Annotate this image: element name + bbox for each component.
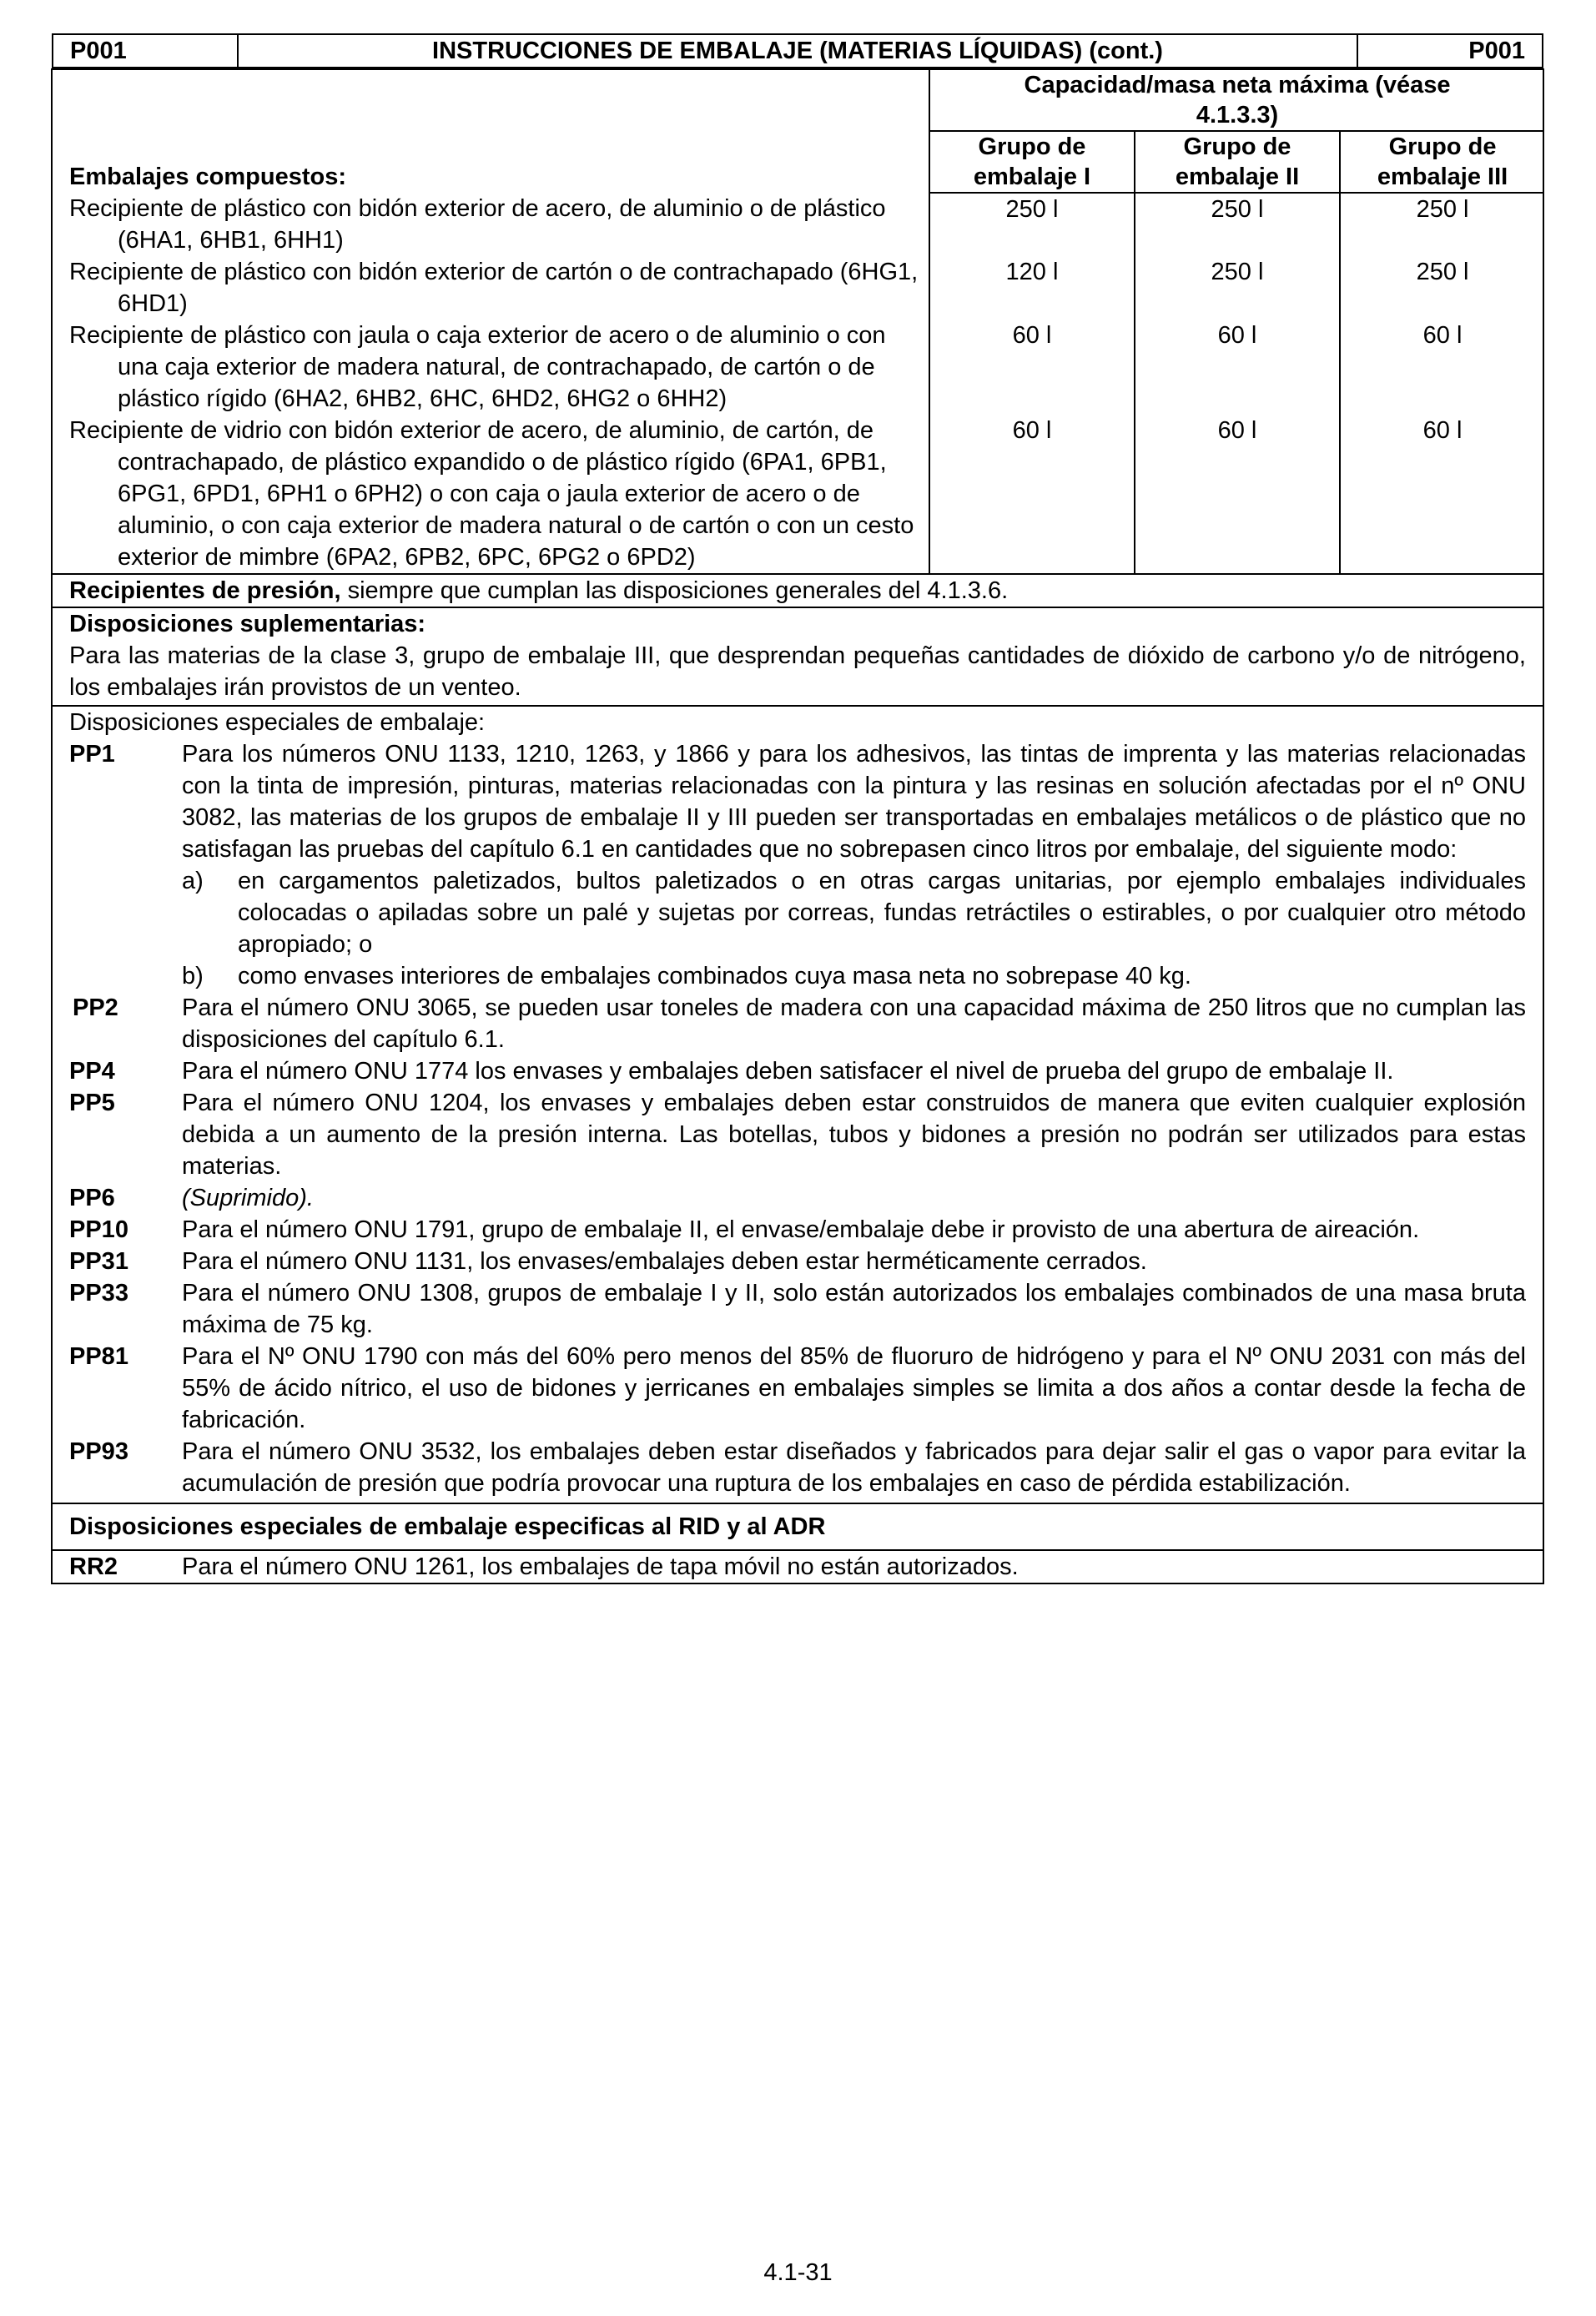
provision-pp31 bbox=[69, 1246, 1526, 1277]
provision-rr2 bbox=[69, 1551, 1526, 1583]
provision-code: PP6 bbox=[69, 1185, 115, 1211]
provision-pp10 bbox=[69, 1214, 1526, 1246]
pressure-receptacles-row bbox=[52, 574, 1543, 607]
provision-pp4 bbox=[69, 1055, 1526, 1087]
provision-pp1-item-a bbox=[182, 865, 1526, 960]
provision-text: (Suprimido). bbox=[182, 1185, 314, 1211]
capacity-heading: Capacidad/masa neta máxima (véase 4.1.3.3) bbox=[929, 70, 1544, 131]
group-heading-1: Grupo de embalaje I bbox=[929, 131, 1135, 193]
provision-code: PP93 bbox=[69, 1438, 128, 1465]
group-heading-3: Grupo de embalaje III bbox=[1340, 131, 1544, 193]
page-number: 4.1-31 bbox=[763, 2259, 833, 2286]
special-provisions-title: Disposiciones especiales de embalaje: bbox=[69, 709, 486, 736]
provision-pp1-item-b bbox=[182, 960, 1526, 992]
provision-text: Para el número ONU 1204, los envases y embalajes deben estar construidos de manera que eviten cualquier explosión debida a un aumento de la presión interna. Las botellas, tubos y bidones a presión no podrán ser utilizados para estas materias. bbox=[182, 1090, 1526, 1180]
provision-code: PP4 bbox=[69, 1058, 115, 1085]
provision-text: Para el número ONU 1774 los envases y embalajes deben satisfacer el nivel de prueba del grupo de embalaje II. bbox=[182, 1058, 1394, 1085]
supplementary-title: Disposiciones suplementarias: bbox=[69, 611, 426, 637]
row-3-group-3: 60 l bbox=[1340, 320, 1544, 415]
provision-code: PP33 bbox=[69, 1280, 128, 1307]
row-2-group-3: 250 l bbox=[1340, 256, 1544, 320]
provision-code: PP10 bbox=[69, 1216, 128, 1243]
row-2-group-2: 250 l bbox=[1135, 256, 1340, 320]
packaging-table bbox=[53, 70, 1544, 573]
group-heading-2: Grupo de embalaje II bbox=[1135, 131, 1340, 193]
packaging-row-3-desc: Recipiente de plástico con jaula o caja exterior de acero o de aluminio o con una caja exterior de madera natural, de contrachapado, de cartón o de plástico rígido (6HA2, 6HB2, 6HC, 6HD2, 6HG2 o 6HH2) bbox=[69, 322, 886, 412]
provision-text: Para los números ONU 1133, 1210, 1263, y 1866 y para los adhesivos, las tintas de imprenta y las materias relacionadas con la tinta de impresión, pinturas, materias relacionadas con la pintura y las resinas en solución afectadas por el nº ONU 3082, las materias de los grupos de embalaje II y III pueden ser transportadas en embalajes metálicos o de plástico que no satisfagan las pruebas del capítulo 6.1 en cantidades que no sobrepasen cinco litros por embalaje, del siguiente modo: bbox=[182, 741, 1526, 863]
provision-code: PP5 bbox=[69, 1090, 115, 1116]
row-4-group-1: 60 l bbox=[929, 415, 1135, 573]
header-title: INSTRUCCIONES DE EMBALAJE (MATERIAS LÍQUIDAS) (cont.) bbox=[238, 34, 1357, 68]
item-label: b) bbox=[182, 963, 204, 989]
supplementary-row bbox=[52, 607, 1543, 706]
packaging-row-4-desc: Recipiente de vidrio con bidón exterior de acero, de aluminio, de cartón, de contrachapado, de plástico expandido o de plástico rígido (6PA1, 6PB1, 6PG1, 6PD1, 6PH1 o 6PH2) o con caja o jaula exterior de acero o de aluminio, o con caja exterior de madera natural o de cartón o con un cesto exterior de mimbre (6PA2, 6PB2, 6PC, 6PG2 o 6PD2) bbox=[69, 417, 914, 571]
row-4-group-2: 60 l bbox=[1135, 415, 1340, 573]
row-2-group-1: 120 l bbox=[929, 256, 1135, 320]
provision-pp5 bbox=[69, 1087, 1526, 1182]
provision-text: Para el número ONU 3065, se pueden usar toneles de madera con una capacidad máxima de 250 litros que no cumplan las disposiciones del capítulo 6.1. bbox=[182, 994, 1526, 1053]
packaging-row-1-desc: Recipiente de plástico con bidón exterior de acero, de aluminio o de plástico (6HA1, 6HB1, 6HH1) bbox=[69, 195, 886, 254]
provision-code: RR2 bbox=[69, 1553, 118, 1580]
row-1-group-1: 250 l bbox=[929, 193, 1135, 256]
provision-pp93 bbox=[69, 1436, 1526, 1499]
provision-text: Para el número ONU 1308, grupos de embalaje I y II, solo están autorizados los embalajes combinados de una masa bruta máxima de 75 kg. bbox=[182, 1280, 1526, 1338]
item-text: en cargamentos paletizados, bultos paletizados o en otras cargas unitarias, por ejemplo embalajes individuales colocadas o apiladas sobre un palé y sujetas por correas, fundas retráctiles o estirables, o por cualquier otro método apropiado; o bbox=[238, 868, 1526, 958]
page bbox=[51, 33, 1544, 1584]
item-text: como envases interiores de embalajes combinados cuya masa neta no sobrepase 40 kg. bbox=[238, 963, 1191, 989]
provision-code: PP1 bbox=[69, 741, 115, 768]
pressure-receptacles-text: siempre que cumplan las disposiciones generales del 4.1.3.6. bbox=[340, 577, 1009, 604]
instruction-table bbox=[51, 33, 1544, 1584]
provision-pp1 bbox=[69, 738, 1526, 992]
provision-text: Para el Nº ONU 1790 con más del 60% pero menos del 85% de fluoruro de hidrógeno y para el Nº ONU 2031 con más del 55% de ácido nítrico, el uso de bidones y jerricanes en embalajes simples se limita a dos años a contar desde la fecha de fabricación. bbox=[182, 1343, 1526, 1433]
provision-text: Para el número ONU 3532, los embalajes deben estar diseñados y fabricados para dejar salir el gas o vapor para evitar la acumulación de presión que podría provocar una ruptura de los embalajes en caso de pérdida estabilización. bbox=[182, 1438, 1526, 1497]
packaging-section bbox=[52, 69, 1543, 574]
row-1-group-2: 250 l bbox=[1135, 193, 1340, 256]
provision-code: PP81 bbox=[69, 1343, 128, 1370]
provision-text: Para el número ONU 1791, grupo de embalaje II, el envase/embalaje debe ir provisto de una abertura de aireación. bbox=[182, 1216, 1420, 1243]
pressure-receptacles-label: Recipientes de presión, bbox=[69, 577, 341, 604]
supplementary-text: Para las materias de la clase 3, grupo de embalaje III, que desprendan pequeñas cantidades de dióxido de carbono y/o de nitrógeno, los embalajes irán provistos de un venteo. bbox=[69, 642, 1526, 701]
row-4-group-3: 60 l bbox=[1340, 415, 1544, 573]
provision-code: PP31 bbox=[69, 1248, 128, 1275]
special-provisions-row bbox=[52, 706, 1543, 1503]
header-code-left: P001 bbox=[53, 34, 238, 68]
rid-adr-row bbox=[52, 1550, 1543, 1583]
row-3-group-1: 60 l bbox=[929, 320, 1135, 415]
item-label: a) bbox=[182, 868, 204, 894]
provision-code: PP2 bbox=[73, 994, 118, 1021]
provision-pp81 bbox=[69, 1341, 1526, 1436]
provision-pp6 bbox=[69, 1182, 1526, 1214]
provision-text: Para el número ONU 1131, los envases/embalajes deben estar herméticamente cerrados. bbox=[182, 1248, 1147, 1275]
provision-pp33 bbox=[69, 1277, 1526, 1341]
provision-pp2 bbox=[69, 992, 1526, 1055]
rid-adr-title: Disposiciones especiales de embalaje especificas al RID y al ADR bbox=[69, 1513, 826, 1540]
header-row bbox=[52, 33, 1543, 68]
rid-adr-title-row bbox=[52, 1503, 1543, 1550]
composite-packagings-title: Embalajes compuestos: bbox=[69, 164, 346, 190]
provision-text: Para el número ONU 1261, los embalajes de tapa móvil no están autorizados. bbox=[182, 1553, 1019, 1580]
row-1-group-3: 250 l bbox=[1340, 193, 1544, 256]
header-code-right: P001 bbox=[1357, 34, 1543, 68]
packaging-row-2-desc: Recipiente de plástico con bidón exterior de cartón o de contrachapado (6HG1, 6HD1) bbox=[69, 259, 919, 317]
row-3-group-2: 60 l bbox=[1135, 320, 1340, 415]
